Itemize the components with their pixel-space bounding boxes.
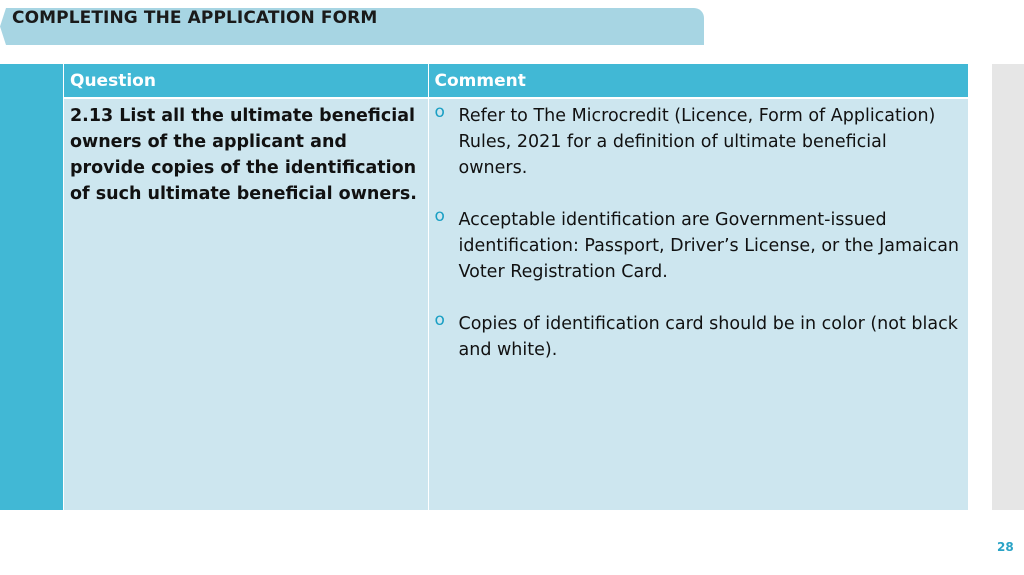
comment-text: Refer to The Microcredit (Licence, Form of Application) Rules, 2021 for a definition of ultimate beneficial owners. <box>458 106 936 178</box>
bullet-icon: o <box>434 102 445 122</box>
comment-item <box>435 103 961 181</box>
left-accent-strip <box>0 64 63 510</box>
slide-title: COMPLETING THE APPLICATION FORM <box>12 8 378 28</box>
comment-list <box>429 99 969 363</box>
comment-text: Copies of identification card should be in color (not black and white). <box>458 314 958 360</box>
table-row <box>64 98 968 510</box>
table-header-row <box>64 64 968 98</box>
question-text: 2.13 List all the ultimate beneficial owners of the applicant and provide copies of the identification of such ultimate beneficial owners. <box>70 106 417 204</box>
right-accent-strip <box>992 64 1024 510</box>
application-form-table <box>64 64 968 510</box>
comment-item <box>435 311 961 363</box>
bullet-icon: o <box>434 310 445 330</box>
comment-text: Acceptable identification are Government-issued identification: Passport, Driver’s License, or the Jamaican Voter Registration Card. <box>458 210 960 282</box>
column-header-question: Question <box>64 64 428 98</box>
question-cell <box>64 98 428 510</box>
page-number: 28 <box>997 540 1014 554</box>
comment-cell <box>428 98 968 510</box>
column-header-comment: Comment <box>428 64 968 98</box>
comment-item <box>435 207 961 285</box>
bullet-icon: o <box>434 206 445 226</box>
